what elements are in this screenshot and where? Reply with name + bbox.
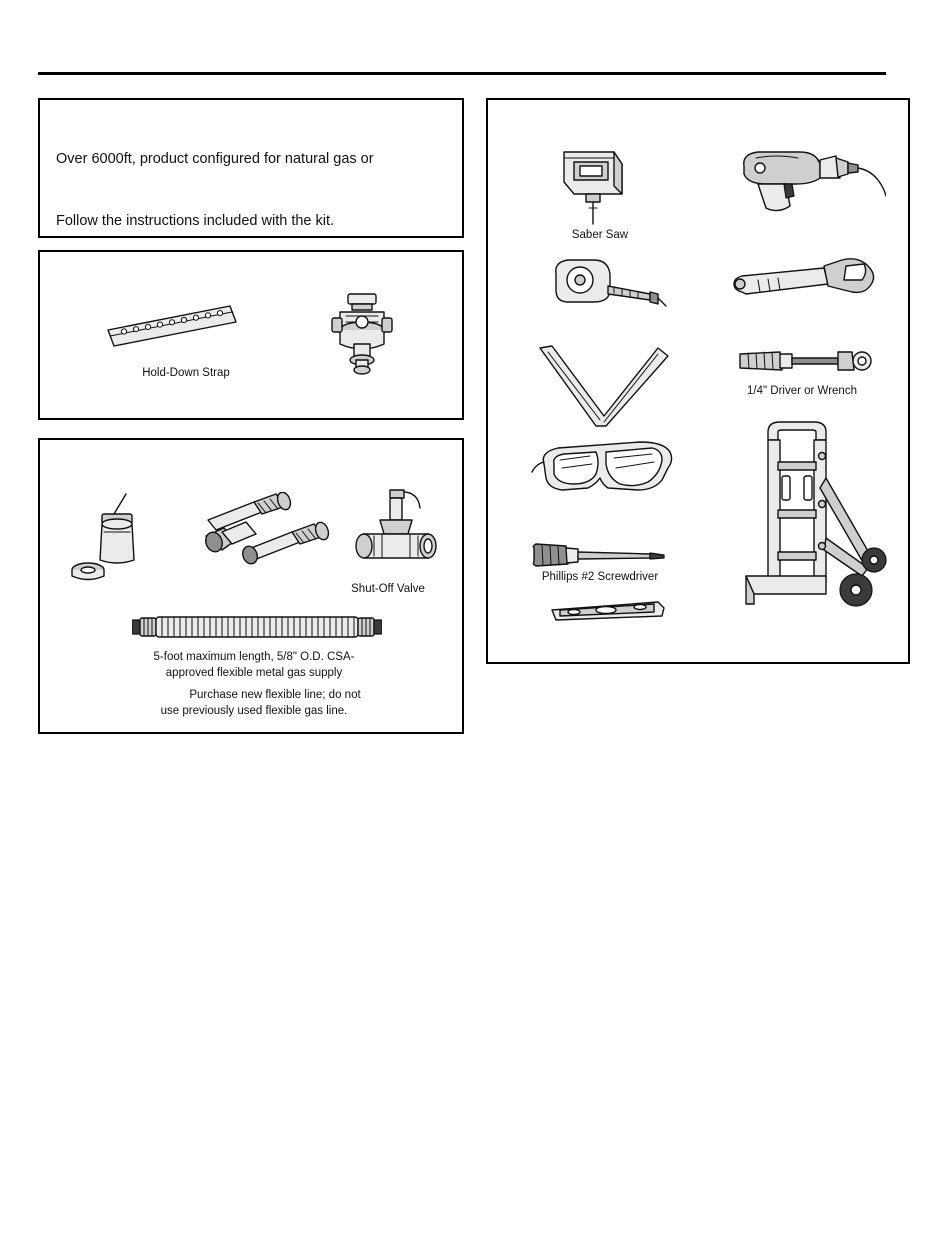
adjustable-wrench-icon bbox=[728, 258, 888, 314]
altitude-note-panel bbox=[38, 98, 464, 238]
carpenter-square-icon bbox=[534, 342, 674, 428]
pipe-joint-compound-icon bbox=[70, 488, 164, 584]
shut-off-valve-icon bbox=[346, 486, 446, 580]
phillips-screwdriver-label: Phillips #2 Screwdriver bbox=[541, 571, 659, 583]
nut-driver-icon bbox=[734, 344, 874, 380]
gas-supply-parts-panel bbox=[38, 438, 464, 734]
hold-down-strap-label: Hold-Down Strap bbox=[142, 367, 230, 379]
shut-off-valve-label: Shut-Off Valve bbox=[351, 583, 425, 595]
gas-regulator-icon bbox=[322, 288, 402, 380]
anti-tip-parts-panel bbox=[38, 250, 464, 420]
flex-line-warning-line-1: Purchase new flexible line; do not bbox=[189, 689, 361, 701]
tools-needed-panel bbox=[486, 98, 910, 664]
safety-glasses-icon bbox=[530, 440, 680, 506]
saber-saw-label: Saber Saw bbox=[571, 229, 629, 241]
pipe-fittings-icon bbox=[200, 492, 336, 580]
flex-line-warning-line-2: use previously used flexible gas line. bbox=[160, 705, 348, 717]
altitude-note-line-2: Follow the instructions included with the kit. bbox=[56, 213, 335, 229]
header-rule bbox=[38, 72, 886, 75]
flex-line-caption-line-2: approved flexible metal gas supply bbox=[165, 667, 343, 679]
nut-driver-label: 1/4" Driver or Wrench bbox=[747, 385, 857, 397]
phillips-screwdriver-icon bbox=[530, 540, 670, 572]
flexible-gas-line-icon bbox=[132, 612, 382, 644]
power-drill-icon bbox=[736, 144, 886, 220]
level-icon bbox=[550, 600, 666, 624]
saber-saw-icon bbox=[556, 138, 646, 226]
flex-line-caption-line-1: 5-foot maximum length, 5/8" O.D. CSA- bbox=[153, 651, 355, 663]
altitude-note-line-1: Over 6000ft, product configured for natural gas or bbox=[56, 151, 374, 167]
hold-down-strap-icon bbox=[102, 300, 252, 352]
tape-measure-icon bbox=[550, 256, 670, 316]
hand-truck-icon bbox=[740, 418, 900, 610]
